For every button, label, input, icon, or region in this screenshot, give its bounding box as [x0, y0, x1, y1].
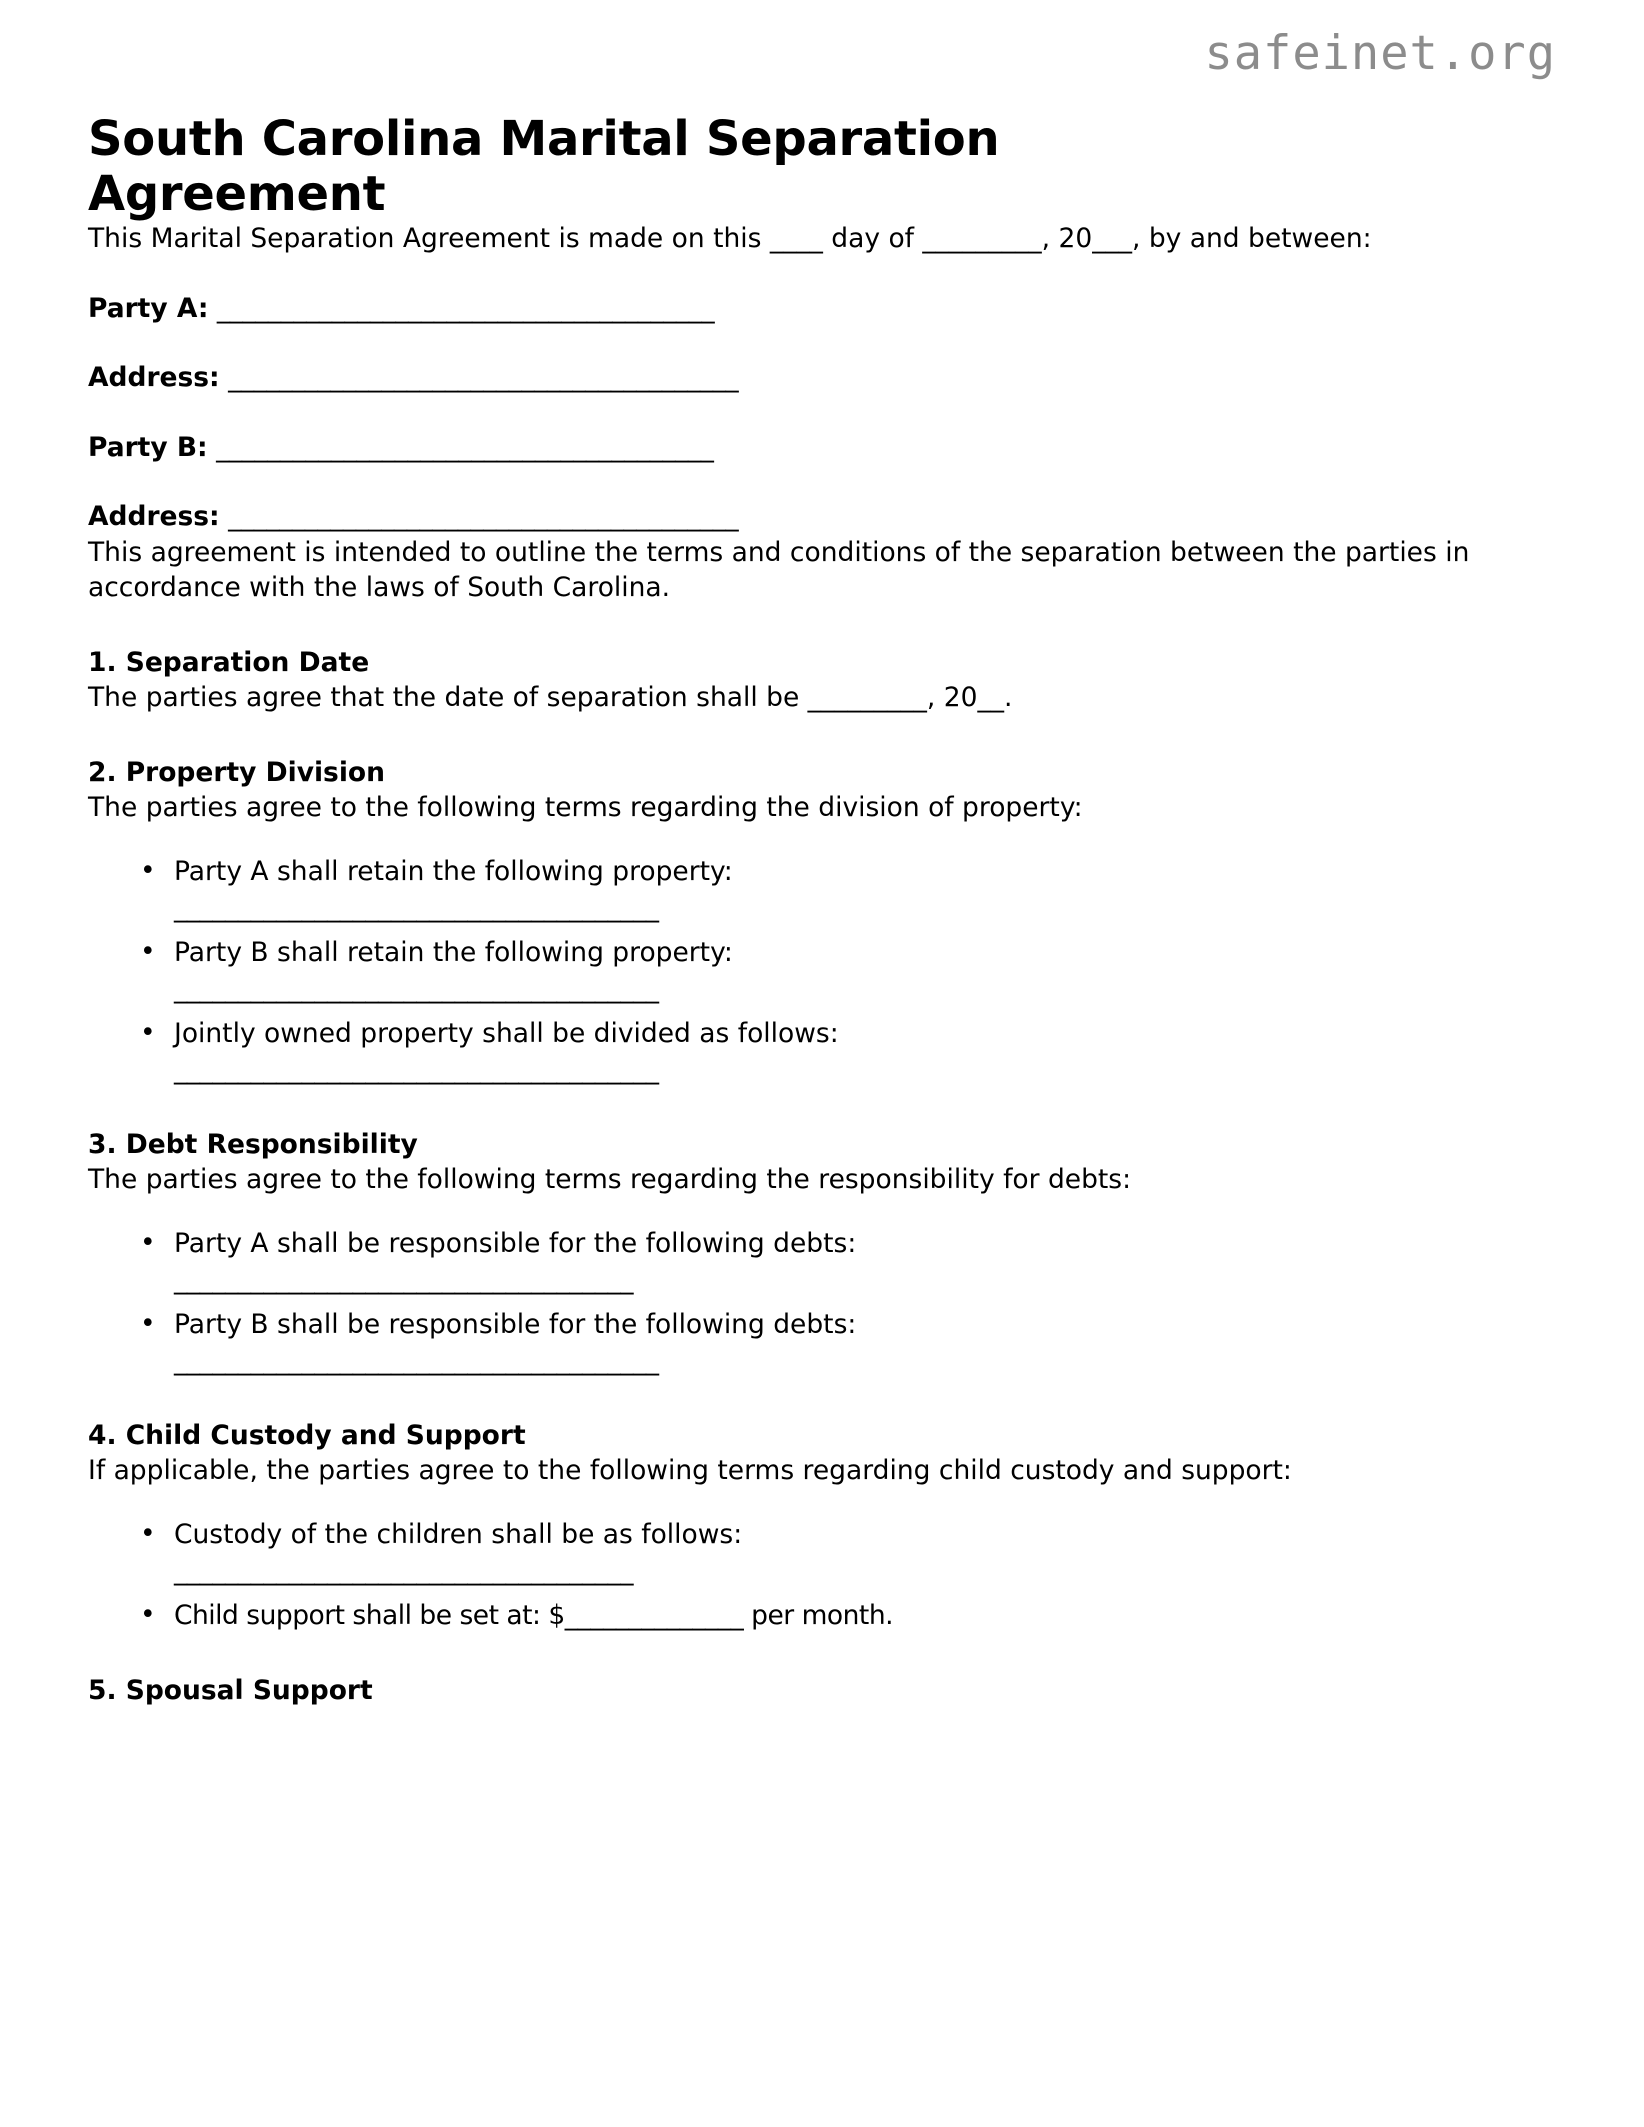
bullet-text: Party A shall be responsible for the following debts:: [174, 1227, 857, 1259]
party-a-address-blank[interactable]: ________________________________________: [228, 362, 739, 394]
bullet-blank[interactable]: ____________________________________: [174, 1554, 633, 1586]
section-heading-5: 5. Spousal Support: [88, 1674, 373, 1706]
list-item: [126, 854, 1474, 926]
list-item: [126, 935, 1474, 1007]
bullet-blank[interactable]: ______________________________________: [174, 1344, 659, 1376]
list-item: [126, 1226, 1474, 1298]
bullet-text: Party A shall retain the following property:: [174, 855, 733, 887]
site-watermark: safeinet.org: [1204, 26, 1556, 81]
bullet-text: Jointly owned property shall be divided as follows:: [174, 1017, 839, 1049]
bullet-blank[interactable]: ______________________________________: [174, 972, 659, 1004]
list-item: [126, 1517, 1474, 1589]
intro-paragraph: This Marital Separation Agreement is made on this ____ day of _________, 20___, by and between:: [88, 223, 1372, 255]
bullet-text: Custody of the children shall be as follows:: [174, 1518, 743, 1550]
party-a-address-field: [88, 361, 1558, 395]
bullet-blank[interactable]: ______________________________________: [174, 1053, 659, 1085]
section-body-1: The parties agree that the date of separation shall be _________, 20__.: [88, 682, 1013, 714]
bullet-text[interactable]: Child support shall be set at: $______________ per month.: [174, 1599, 894, 1631]
section-body-2: The parties agree to the following terms regarding the division of property:: [88, 792, 1083, 824]
intent-paragraph: This agreement is intended to outline the terms and conditions of the separation between the parties in accordance with the laws of South Carolina.: [88, 536, 1470, 604]
bullet-blank[interactable]: ____________________________________: [174, 1263, 633, 1295]
party-a-field: [88, 292, 1558, 326]
section-heading-2: 2. Property Division: [88, 756, 385, 788]
section-heading-1: 1. Separation Date: [88, 646, 370, 678]
party-b-address-blank[interactable]: ________________________________________: [228, 501, 739, 533]
party-b-address-label: Address:: [88, 501, 220, 533]
bullet-text: Party B shall retain the following property:: [174, 936, 733, 968]
page-title: South Carolina Marital Separation Agreement: [88, 111, 1000, 222]
section-body-4: If applicable, the parties agree to the following terms regarding child custody and support:: [88, 1455, 1292, 1487]
list-item: [126, 1307, 1474, 1379]
party-a-blank[interactable]: _______________________________________: [216, 292, 715, 324]
section-body-3: The parties agree to the following terms regarding the responsibility for debts:: [88, 1164, 1132, 1196]
section-heading-4: 4. Child Custody and Support: [88, 1419, 526, 1451]
list-item: [126, 1598, 1474, 1634]
party-a-label: Party A:: [88, 292, 209, 324]
bullet-blank[interactable]: ______________________________________: [174, 891, 659, 923]
section-heading-3: 3. Debt Responsibility: [88, 1128, 418, 1160]
bullet-text: Party B shall be responsible for the following debts:: [174, 1308, 857, 1340]
party-a-address-label: Address:: [88, 362, 220, 394]
section-3-bullet-list: [88, 1226, 1558, 1379]
party-b-label: Party B:: [88, 431, 208, 463]
section-4-bullet-list: [88, 1517, 1558, 1634]
party-b-field: [88, 431, 1558, 465]
list-item: [126, 1016, 1474, 1088]
party-b-address-field: [88, 500, 1558, 534]
section-2-bullet-list: [88, 854, 1558, 1088]
party-b-blank[interactable]: _______________________________________: [216, 431, 714, 463]
